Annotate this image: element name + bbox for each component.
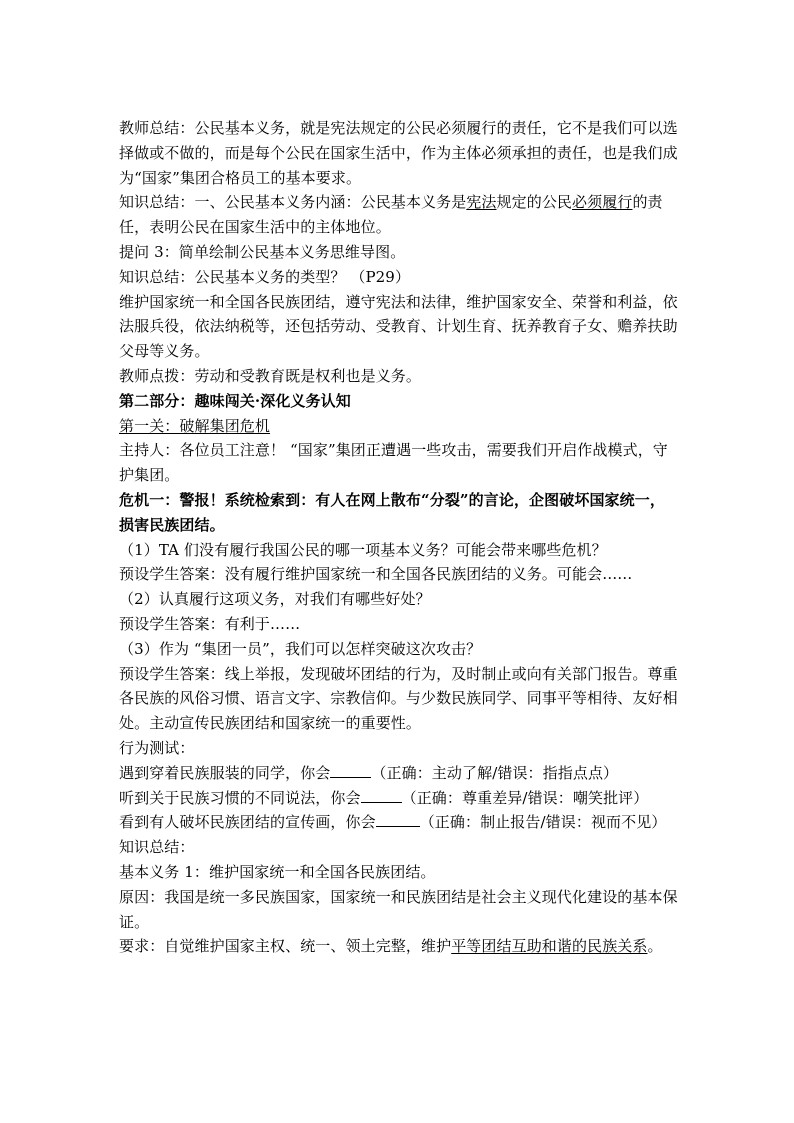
question-3: 提问 3：简单绘制公民基本义务思维导图。 — [119, 242, 406, 261]
text-run: 。 — [647, 937, 663, 956]
fill-blank — [376, 811, 420, 827]
text-run: 看到有人破坏民族团结的宣传画，你会 — [119, 813, 376, 832]
text-run: 遇到穿着民族服装的同学，你会 — [119, 763, 331, 782]
text-run: 规定的公民 — [496, 193, 573, 212]
text-run: 知识总结：一、公民基本义务内涵：公民基本义务是 — [119, 193, 467, 212]
text-run: （正确：制止报告/错误：视而不见） — [419, 813, 667, 832]
section-heading-part-two: 第二部分：趣味闯关·深化义务认知 — [119, 391, 351, 410]
teacher-tip: 教师点拨：劳动和受教育既是权利也是义务。 — [119, 366, 422, 385]
underlined-term-constitution: 宪法 — [466, 193, 497, 212]
answer-2: 预设学生答案：有利于…… — [119, 614, 301, 633]
behavior-test-item-3 — [119, 810, 679, 835]
text-run: 的责任，表明公民在国家生活中的主体地位。 — [119, 193, 663, 237]
host-announcement: 主持人：各位员工注意！ “国家”集团正遭遇一些攻击，需要我们开启作战模式，守护集团。 — [119, 441, 668, 485]
text-run: （正确：尊重差异/错误：嘲笑批评） — [401, 788, 649, 807]
knowledge-summary-definition — [119, 190, 679, 240]
basic-duty-1: 基本义务 1：维护国家统一和全国各民族团结。 — [119, 862, 436, 881]
answer-3: 预设学生答案：线上举报，发现破坏团结的行为，及时制止或向有关部门报告。尊重各民族的风俗习惯、语言文字、宗教信仰。与少数民族同学、同事平等相待、友好相处。主动宣传民族团结和国家统一的重要性。 — [119, 664, 678, 733]
underlined-term-must-fulfill: 必须履行 — [572, 193, 633, 212]
text-run: 听到关于民族习惯的不同说法，你会 — [119, 788, 361, 807]
level-one-title: 第一关：破解集团危机 — [119, 416, 271, 435]
text-run: （正确：主动了解/错误：指指点点） — [371, 763, 619, 782]
crisis-one-alert: 危机一：警报！系统检索到：有人在网上散布“分裂”的言论，企图破坏国家统一，损害民族团结。 — [119, 490, 665, 534]
fill-blank — [330, 762, 371, 778]
teacher-summary-paragraph: 教师总结：公民基本义务，就是宪法规定的公民必须履行的责任，它不是我们可以选择做或不做的，而是每个公民在国家生活中，作为主体必须承担的责任，也是我们成为“国家”集团合格员工的基本要求。 — [119, 119, 678, 187]
document-body — [119, 116, 679, 959]
behavior-test-item-1 — [119, 761, 679, 786]
text-run: 要求：自觉维护国家主权、统一、领土完整，维护 — [119, 937, 452, 956]
answer-1: 预设学生答案：没有履行维护国家统一和全国各民族团结的义务。可能会…… — [119, 565, 633, 584]
reason-paragraph: 原因：我国是统一多民族国家，国家统一和民族团结是社会主义现代化建设的基本保证。 — [119, 887, 678, 931]
level-one-heading — [119, 414, 679, 439]
behavior-test-item-2 — [119, 786, 679, 811]
duty-types-list: 维护国家统一和全国各民族团结，遵守宪法和法律，维护国家安全、荣誉和利益，依法服兵役，依法纳税等，还包括劳动、受教育、计划生育、抚养教育子女、赡养扶助父母等义务。 — [119, 292, 678, 361]
behavior-test-heading: 行为测试： — [119, 738, 195, 757]
question-2: （2）认真履行这项义务，对我们有哪些好处？ — [119, 590, 431, 609]
question-1: （1）TA 们没有履行我国公民的哪一项基本义务？可能会带来哪些危机？ — [119, 540, 607, 559]
underlined-ethnic-relations: 平等团结互助和谐的民族关系 — [451, 937, 648, 956]
question-3-breakthrough: （3）作为 “集团一员”，我们可以怎样突破这次攻击？ — [119, 639, 482, 658]
fill-blank — [361, 787, 402, 803]
knowledge-summary-heading: 知识总结： — [119, 838, 195, 857]
requirement-paragraph — [119, 934, 679, 959]
knowledge-summary-types: 知识总结：公民基本义务的类型？ （P29） — [119, 267, 411, 286]
